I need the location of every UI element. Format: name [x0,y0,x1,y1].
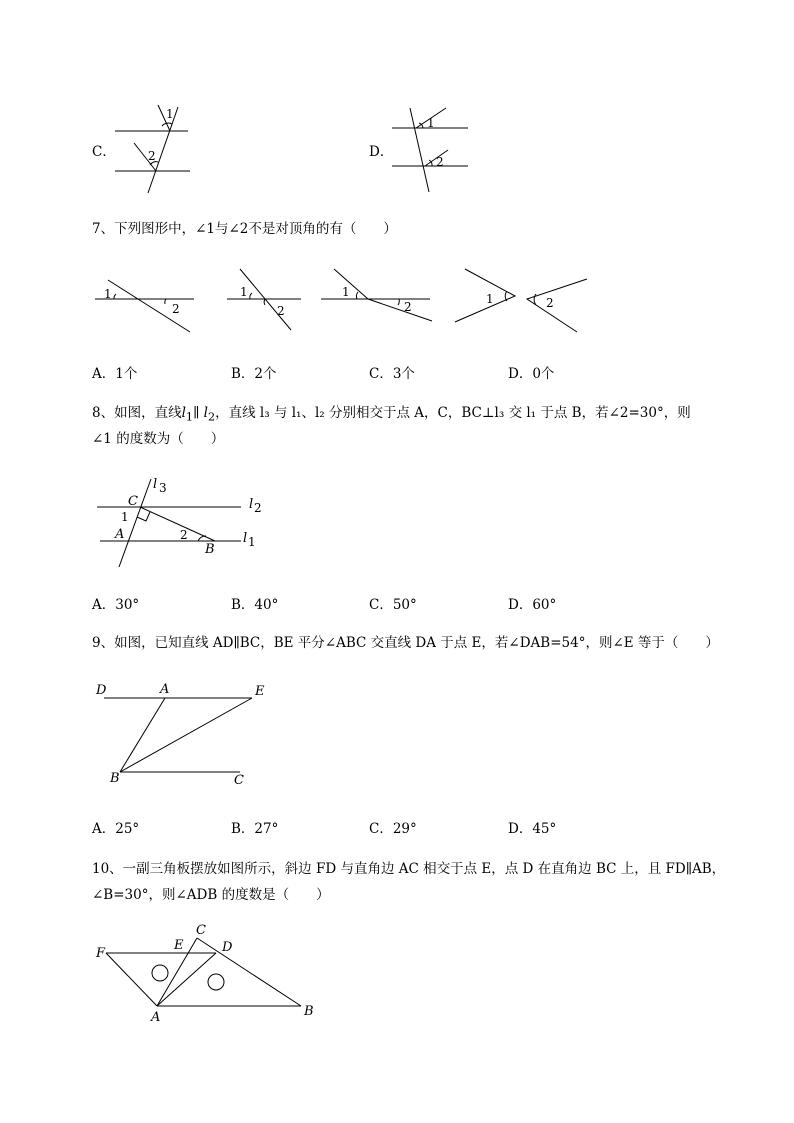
q7-figure-3 [318,265,438,330]
q7-figure-2 [225,265,315,340]
q9-label-d: D [96,683,107,698]
q10-label-d: D [222,940,233,955]
q9-label-c: C [234,773,244,788]
q8-label-b: B [205,542,215,557]
q8-figure [95,470,265,570]
q6d-angle1-label: 1 [427,116,435,130]
q7-figure-4 [450,265,590,340]
q7-text: 7、下列图形中，∠1与∠2不是对顶角的有（ ） [92,221,397,237]
q7-option-b: B．2个 [231,366,277,382]
q8-text-pre: 8、如图，直线 [92,405,182,421]
q9-option-c: C．29° [369,821,417,837]
q8-label-l1: l [243,531,248,546]
q8-label-l3: l [153,477,158,492]
q8-l1-sub: 1 [185,410,194,424]
q8-l1: l [181,405,186,421]
q10-label-f: F [96,946,106,961]
q8-label-c: C [128,494,138,509]
q9-text: 9、如图，已知直线 AD∥BC，BE 平分∠ABC 交直线 DA 于点 E，若∠DAB=54°，则∠E 等于（ ） [92,635,719,651]
q7f4-angle2: 2 [546,296,554,310]
q10-text-line1: 10、一副三角板摆放如图所示，斜边 FD 与直角边 AC 相交于点 E，点 D 在直角边 BC 上，且 FD∥AB， [92,861,726,877]
q9-label-a: A [160,682,170,697]
q8-label-l2-sub: 2 [254,501,262,515]
q10-label-c: C [196,923,206,938]
option-d-label: D． [369,144,394,160]
q7f2-angle2: 2 [277,304,285,318]
q7f1-angle1: 1 [104,287,112,301]
q8-label-l3-sub: 3 [159,481,167,495]
q7-figure-1 [92,270,202,340]
q10-figure [92,920,322,1030]
q7f4-angle1: 1 [486,292,494,306]
q9-option-b: B．27° [231,821,279,837]
q7f1-angle2: 2 [172,302,180,316]
q7-option-a: A．1个 [92,366,138,382]
q9-option-a: A．25° [92,821,140,837]
q8-label-l1-sub: 1 [248,535,256,549]
q6c-angle1-label: 1 [166,107,174,121]
q9-option-d: D．45° [508,821,557,837]
q8-l2-sub: 2 [207,410,216,424]
q7-option-d: D．0个 [508,366,555,382]
q8-angle1: 1 [121,510,129,524]
q9-figure [92,680,282,790]
q10-label-b: B [304,1004,314,1019]
q7f3-angle2: 2 [404,300,412,314]
q9-label-b: B [110,771,120,786]
q9-label-e: E [255,684,265,699]
q6c-angle2-label: 2 [148,149,156,163]
q7f2-angle1: 1 [240,285,248,299]
q8-text-rest: ，直线 l₃ 与 l₁、l₂ 分别相交于点 A，C，BC⊥l₃ 交 l₁ 于点 B，若∠2=30°，则 [215,405,691,421]
q10-label-a: A [151,1010,161,1025]
q8-angle2: 2 [180,528,188,542]
q6-figure-c [110,100,200,200]
q8-option-b: B．40° [231,597,279,613]
q6d-angle2-label: 2 [436,155,444,169]
q6-figure-d [390,100,480,200]
q8-option-d: D．60° [508,597,557,613]
q7f3-angle1: 1 [342,285,350,299]
q8-label-a: A [115,527,125,542]
q8-label-l2: l [249,497,254,512]
q8-option-c: C．50° [369,597,417,613]
q8-option-a: A．30° [92,597,140,613]
q10-text-line2: ∠B=30°，则∠ADB 的度数是（ ） [92,887,330,903]
option-c-label: C． [92,144,116,160]
q8-text-line2: ∠1 的度数为（ ） [92,431,225,447]
q8-l2: ∥ l [193,405,208,421]
q7-option-c: C．3个 [369,366,415,382]
q10-label-e: E [174,938,184,953]
